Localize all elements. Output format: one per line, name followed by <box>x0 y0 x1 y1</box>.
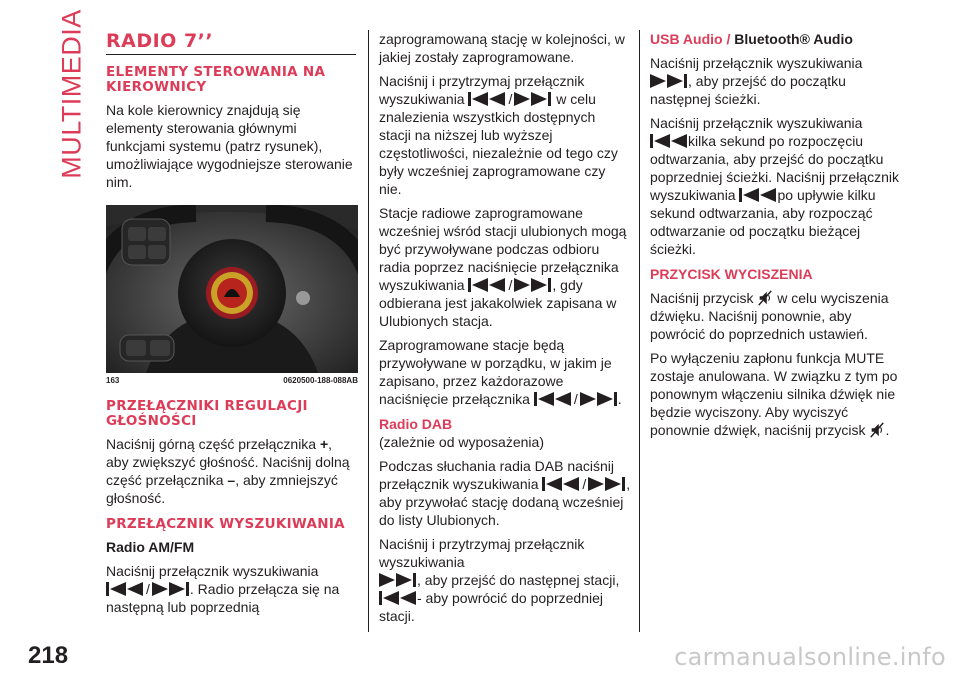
page-number: 218 <box>28 642 69 669</box>
programmed-order-text-a: Zaprogramowane stacje będą przywoływane w porządku, w jakim je zapisano, przez każdorazowe naciśnięcie przełącznika <box>379 337 612 407</box>
paragraph-steering: Na kole kierownicy znajdują się elementy sterowania głównymi funkcjami systemu (patrz rysunek), umożliwiające wygodniejsze sterowanie nim. <box>106 102 353 190</box>
rewind-icon <box>379 590 417 606</box>
section-side-label <box>52 9 92 179</box>
paragraph-previous-track <box>650 114 906 258</box>
column-divider <box>368 30 369 632</box>
rewind-icon <box>739 187 777 203</box>
next-track-text-b: , aby przejść do początku następnej ścieżki. <box>650 73 846 107</box>
column-2 <box>379 30 631 625</box>
fast-forward-icon <box>379 572 417 588</box>
heading-usb-audio: USB Audio / <box>650 31 731 47</box>
volume-text-a: Naciśnij górną część przełącznika <box>106 436 320 452</box>
rewind-icon <box>534 391 572 407</box>
volume-text-b: , aby zwiększyć głośność. Naciśnij dolną część przełącznika <box>106 436 350 488</box>
figure-number: 163 <box>106 376 120 385</box>
mute-icon <box>757 290 773 306</box>
rewind-icon <box>468 91 506 107</box>
paragraph-dab-next <box>379 535 631 625</box>
section-side-label-text: MULTIMEDIA <box>56 9 87 179</box>
previous-track-text-c: po upływie kilku sekund odtwarzania, aby rozpocząć odtwarzanie od początku bieżącej ścieżki. <box>650 187 876 257</box>
paragraph-radio: Naciśnij przełącznik wyszukiwania / . Radio przełącza się na następną lub poprzednią <box>106 563 340 615</box>
figure-code: 0620500-188-088AB <box>283 376 358 385</box>
column-divider <box>639 30 640 632</box>
previous-track-text-b: kilka sekund po rozpoczęciu odtwarzania, aby przejść do początku poprzedniej ścieżki. Naciśnij przełącznik wyszukiwania <box>650 133 899 203</box>
watermark: carmanualsonline.info <box>674 643 946 671</box>
volume-text-c: , aby zmniejszyć głośność. <box>106 472 338 506</box>
mute-text-a: Naciśnij przycisk <box>650 290 754 306</box>
rewind-icon <box>542 476 580 492</box>
heading-volume-switches: PRZEŁĄCZNIKI REGULACJI GŁOŚNOŚCI <box>106 398 308 429</box>
heading-steering-controls: ELEMENTY STEROWANIA NA KIEROWNICY <box>106 64 326 95</box>
heading-radio-dab: Radio DAB <box>379 416 453 432</box>
paragraph-mute-ignition <box>650 349 906 439</box>
plus-symbol: + <box>319 436 329 452</box>
column-1 <box>106 30 358 616</box>
dab-equipment-note: (zależnie od wyposażenia) <box>379 434 544 450</box>
next-track-text-a: Naciśnij przełącznik wyszukiwania <box>650 55 863 71</box>
heading-search-switch: PRZEŁĄCZNIK WYSZUKIWANIA <box>106 516 345 532</box>
radio-text-a: Naciśnij przełącznik wyszukiwania <box>106 563 319 579</box>
dab-next-text-b: , aby przejść do następnej stacji, <box>417 572 620 588</box>
dab-next-text-a: Naciśnij i przytrzymaj przełącznik wyszukiwania <box>379 536 585 570</box>
dab-recall-text-b: , aby przywołać stację dodaną wcześniej do listy Ulubionych. <box>379 476 631 528</box>
dab-recall-text-a: Podczas słuchania radia DAB naciśnij przełącznik wyszukiwania <box>379 458 615 492</box>
mute-ignition-end: . <box>885 422 890 438</box>
rewind-icon <box>650 133 688 149</box>
paragraph-dab-recall: Podczas słuchania radia DAB naciśnij przełącznik wyszukiwania / , aby przywołać stację dodaną wcześniej do listy Ulubionych. <box>379 458 631 528</box>
paragraph-continuation: zaprogramowaną stację w kolejności, w jakiej zostały zaprogramowane. <box>379 31 625 65</box>
rewind-icon <box>106 581 144 597</box>
column-3 <box>650 30 906 439</box>
favorites-text-b: , gdy odbierana jest jakakolwiek zapisana w Ulubionych stacja. <box>379 277 617 329</box>
heading-usb-bluetooth <box>650 30 906 48</box>
fast-forward-icon <box>514 91 552 107</box>
page-title: RADIO 7’’ <box>106 32 356 55</box>
heading-mute-button: PRZYCISK WYCISZENIA <box>650 266 813 282</box>
hold-search-text-a: Naciśnij i przytrzymaj przełącznik wyszukiwania <box>379 73 585 107</box>
mute-icon <box>869 422 885 438</box>
radio-text-b: . Radio przełącza się na następną lub poprzednią <box>106 581 340 615</box>
previous-track-text-a: Naciśnij przełącznik wyszukiwania <box>650 115 863 131</box>
paragraph-favorites: Stacje radiowe zaprogramowane wcześniej wśród stacji ulubionych mogą być przywoływane podczas odbioru radia poprzez naciśnięcie przełącznika wyszukiwania / , gdy odbierana jest jakakolwiek zapisana w Ulubionych stacja. <box>379 205 627 329</box>
hold-search-text-b: w celu znalezienia wszystkich dostępnych stacji na niższej lub wyższej częstotliwości, niezależnie od tego czy były wcześniej zaprogramowane czy nie. <box>379 91 618 197</box>
mute-ignition-text: Po wyłączeniu zapłonu funkcja MUTE zostaje anulowana. W związku z tym po ponownym włączeniu silnika dźwięk nie będzie wyciszony. Aby wyciszyć ponownie dźwięk, naciśnij przycisk <box>650 350 898 438</box>
programmed-order-text-b: . <box>617 391 622 407</box>
mute-text-b: w celu wyciszenia dźwięku. Naciśnij ponownie, aby powrócić do poprzednich ustawień. <box>650 290 889 342</box>
paragraph-next-track <box>650 54 906 108</box>
heading-bluetooth-audio: Bluetooth® Audio <box>730 31 853 47</box>
fast-forward-icon <box>588 476 626 492</box>
paragraph-programmed-order: Zaprogramowane stacje będą przywoływane w porządku, w jakim je zapisano, przez każdorazowe naciśnięcie przełącznika / . <box>379 337 622 407</box>
favorites-text-a: Stacje radiowe zaprogramowane wcześniej wśród stacji ulubionych mogą być przywoływane podczas odbioru radia poprzez naciśnięcie przełącznika wyszukiwania <box>379 205 627 293</box>
figure-caption <box>106 376 358 386</box>
minus-symbol: – <box>227 472 236 488</box>
dab-next-text-c: - aby powrócić do poprzedniej stacji. <box>379 590 603 624</box>
paragraph-mute <box>650 289 906 343</box>
fast-forward-icon <box>152 581 190 597</box>
rewind-icon <box>468 277 506 293</box>
fast-forward-icon <box>580 391 618 407</box>
fast-forward-icon <box>650 73 688 89</box>
steering-wheel-figure <box>106 205 358 389</box>
paragraph-volume <box>106 435 358 507</box>
paragraph-hold-search: Naciśnij i przytrzymaj przełącznik wyszukiwania / w celu znalezienia wszystkich dostępnych stacji na niższej lub wyższej częstotliwości, niezależnie od tego czy były wcześniej zaprogramowane czy nie. <box>379 73 618 197</box>
fast-forward-icon <box>514 277 552 293</box>
heading-radio-am-fm: Radio AM/FM <box>106 539 195 555</box>
steering-wheel-photo <box>106 205 358 373</box>
